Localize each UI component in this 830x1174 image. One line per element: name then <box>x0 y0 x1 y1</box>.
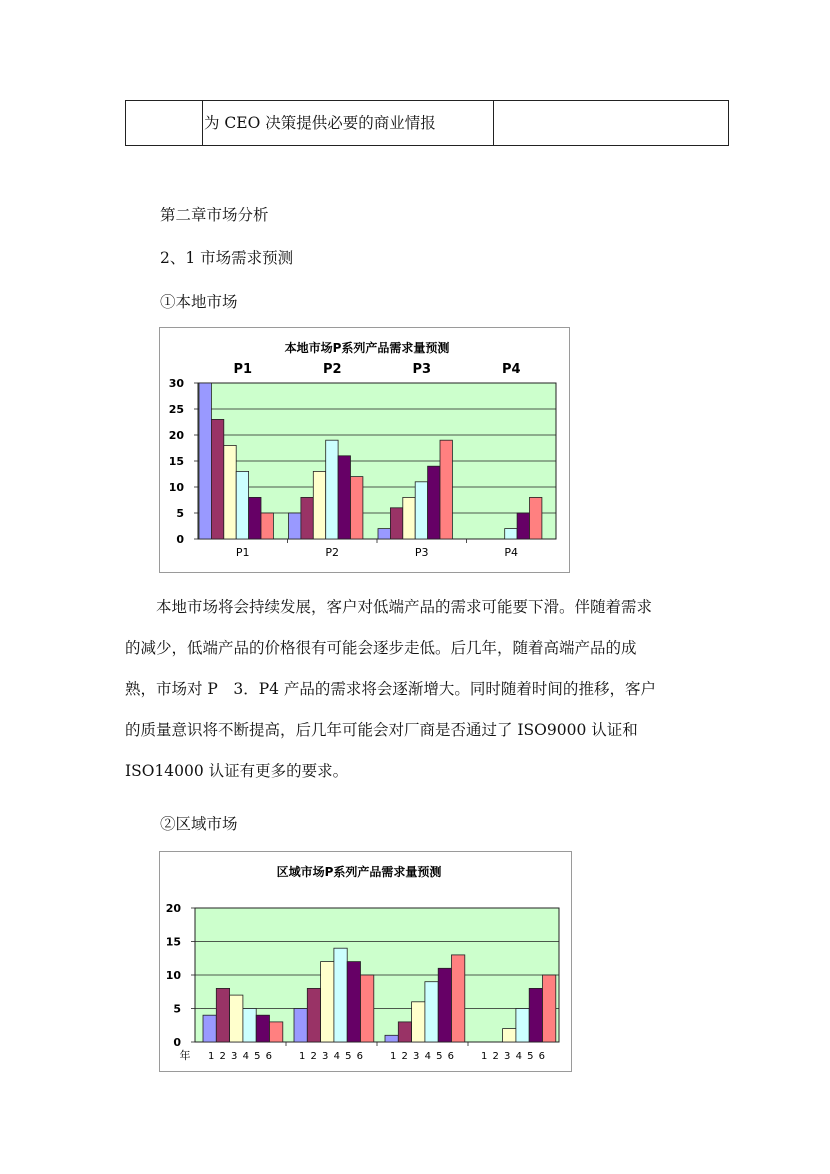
bar <box>412 1002 425 1042</box>
y-tick-label: 15 <box>168 455 184 468</box>
year-label: 年 <box>179 1049 191 1062</box>
top-category-label: P4 <box>501 362 521 377</box>
bar <box>438 968 451 1042</box>
paragraph-line: ISO14000 认证有更多的要求。 <box>125 762 349 780</box>
table-cell-empty-left <box>126 101 203 145</box>
x-tick-label: P1 <box>235 546 250 559</box>
y-tick-label: 5 <box>176 507 184 520</box>
x-tick-label: 1 2 3 4 5 6 <box>480 1051 547 1062</box>
paragraph-line: 的质量意识将不断提高，后几年可能会对厂商是否通过了 ISO9000 认证和 <box>125 721 638 739</box>
paragraph-line: 熟，市场对 P 3．P4 产品的需求将会逐渐增大。同时随着时间的推移，客户 <box>125 680 656 698</box>
bar <box>249 497 261 539</box>
bar <box>289 513 301 539</box>
chapter-title: 第二章市场分析 <box>160 206 269 224</box>
regional-market-chart-frame <box>159 851 572 1072</box>
bar <box>270 1022 283 1042</box>
chart-title: 本地市场P系列产品需求量预测 <box>284 341 450 355</box>
y-tick-label: 20 <box>168 429 184 442</box>
bar <box>452 955 465 1042</box>
table-cell-purpose: 为 CEO 决策提供必要的商业情报 <box>202 101 494 145</box>
local-market-chart-frame <box>159 327 570 573</box>
bar <box>440 440 452 539</box>
bar <box>543 975 556 1042</box>
bar <box>361 975 374 1042</box>
bar <box>224 445 236 539</box>
y-tick-label: 10 <box>165 969 181 982</box>
analysis-paragraph <box>125 587 715 792</box>
bar <box>390 508 402 539</box>
y-tick-label: 20 <box>165 902 181 915</box>
paragraph-line: 本地市场将会持续发展，客户对低端产品的需求可能要下滑。伴随着需求 <box>125 598 653 616</box>
info-table <box>125 100 729 146</box>
x-tick-label: P3 <box>414 546 429 559</box>
bar <box>505 529 517 539</box>
bar <box>351 477 363 539</box>
bar <box>294 1009 307 1043</box>
local-market-chart <box>160 328 569 572</box>
paragraph-line: 的减少，低端产品的价格很有可能会逐步走低。后几年，随着高端产品的成 <box>125 639 637 657</box>
chart-title: 区域市场P系列产品需求量预测 <box>276 865 442 879</box>
bar <box>415 482 427 539</box>
bar <box>321 962 334 1042</box>
regional-market-label: ②区域市场 <box>160 815 238 833</box>
bar <box>307 988 320 1042</box>
bar <box>216 988 229 1042</box>
bar <box>211 419 223 539</box>
bar <box>199 383 211 539</box>
bar <box>503 1029 516 1042</box>
top-category-label: P2 <box>322 362 342 377</box>
top-category-label: P3 <box>412 362 432 377</box>
bar <box>230 995 243 1042</box>
local-market-label: ①本地市场 <box>160 293 238 311</box>
y-tick-label: 10 <box>168 481 184 494</box>
regional-market-chart <box>160 852 571 1071</box>
bar <box>516 1009 529 1043</box>
x-tick-label: 1 2 3 4 5 6 <box>389 1051 456 1062</box>
top-category-label: P1 <box>233 362 253 377</box>
y-tick-label: 5 <box>173 1002 181 1016</box>
bar <box>236 471 248 539</box>
bar <box>517 513 529 539</box>
x-tick-label: 1 2 3 4 5 6 <box>207 1051 274 1062</box>
y-tick-label: 15 <box>165 935 181 949</box>
table-cell-empty-right <box>492 101 728 145</box>
x-tick-label: P4 <box>504 546 519 559</box>
bar <box>256 1015 269 1042</box>
x-tick-label: P2 <box>325 546 340 559</box>
y-tick-label: 0 <box>173 1036 181 1049</box>
bar <box>530 497 542 539</box>
bar <box>203 1015 216 1042</box>
y-tick-label: 0 <box>176 533 184 546</box>
bar <box>326 440 338 539</box>
bar <box>338 456 350 539</box>
bar <box>403 497 415 539</box>
bar <box>261 513 273 539</box>
x-tick-label: 1 2 3 4 5 6 <box>298 1051 365 1062</box>
bar <box>378 529 390 539</box>
section-title: 2、1 市场需求预测 <box>160 249 294 267</box>
bar <box>334 948 347 1042</box>
bar <box>243 1009 256 1043</box>
bar <box>313 471 325 539</box>
bar <box>347 962 360 1042</box>
bar <box>425 982 438 1042</box>
bar <box>385 1035 398 1042</box>
bar <box>398 1022 411 1042</box>
y-tick-label: 30 <box>168 377 184 390</box>
y-tick-label: 25 <box>168 403 184 416</box>
bar <box>529 988 542 1042</box>
bar <box>301 497 313 539</box>
bar <box>428 466 440 539</box>
